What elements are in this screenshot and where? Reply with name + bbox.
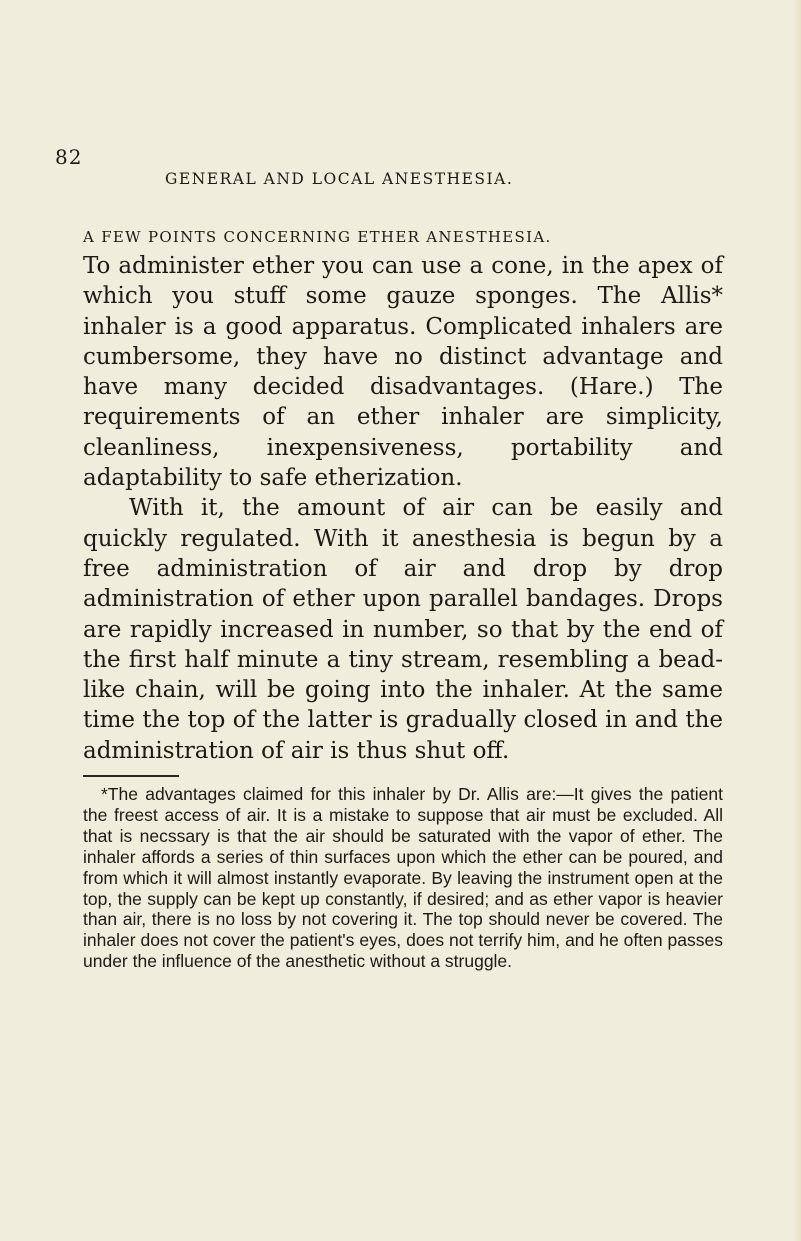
paragraph-2: With it, the amount of air can be easily and quickly regulated. With it anesthesia is begun by a free administration of air and drop by drop administration of ether upon parallel bandages. Drops are rapidly increased in number, so that by the end of the first half minute a tiny stream, resembling a bead-like chain, will be going into the inhaler. At the same time the top of the latter is gradually closed in and the administration of air is thus shut off. (83, 495, 723, 764)
paragraph-1: To administer ether you can use a cone, in the apex of which you stuff some gauze sponges. The Allis* inhaler is a good apparatus. Complicated inhalers are cumbersome, they have no distinct advantage and have many decided disadvantages. (Hare.) The requirements of an ether inhaler are simplicity, cleanliness, inexpensiveness, portability and adaptability to safe etherization. (83, 253, 723, 492)
page-number: 82 (55, 145, 83, 169)
page-edge (793, 0, 801, 1241)
body-text (83, 251, 723, 766)
section-title: A FEW POINTS CONCERNING ETHER ANESTHESIA. (83, 228, 552, 246)
footnote: *The advantages claimed for this inhaler by Dr. Allis are:—It gives the patient the freest access of air. It is a mistake to suppose that air must be excluded. All that is necssary is that the air should be saturated with the vapor of ether. The inhaler affords a series of thin surfaces upon which the ether can be poured, and from which it will almost instantly evaporate. By leaving the instrument open at the top, the supply can be kept up constantly, if desired; and as ether vapor is heavier than air, there is no loss by not covering it. The top should never be covered. The inhaler does not cover the patient's eyes, does not terrify him, and he often passes under the influence of the anesthetic without a struggle. (83, 784, 723, 972)
footnote-rule (83, 775, 179, 777)
running-head: GENERAL AND LOCAL ANESTHESIA. (165, 170, 514, 188)
